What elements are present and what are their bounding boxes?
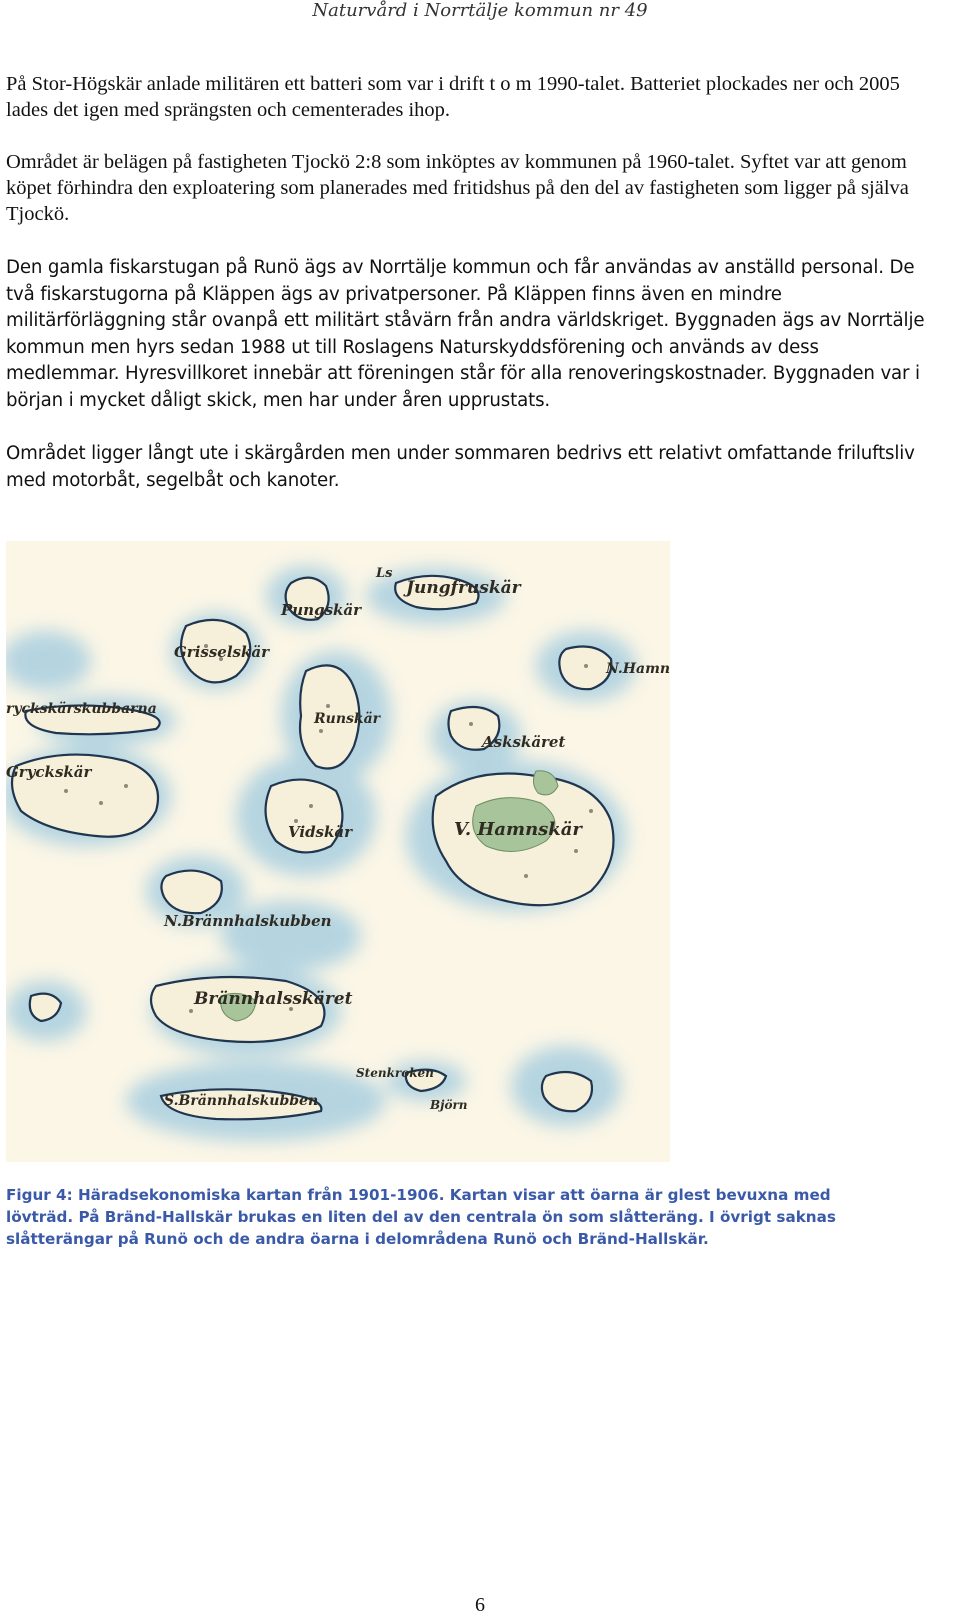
paragraph-fastighet: Området är belägen på fastigheten Tjockö 2:8 som inköptes av kommunen på 1960-talet. Syftet var att genom köpet förhindra den exploatering som planerades med fritidshus på den del av fastigheten som ligger på själva Tjockö.: [6, 151, 909, 225]
label-vidskar: Vidskär: [288, 823, 353, 841]
label-bjorn: Björn: [430, 1098, 468, 1112]
figure-caption: Figur 4: Häradsekonomiska kartan från 1901-1906. Kartan visar att öarna är glest bevuxna med lövträd. På Bränd-Hallskär brukas en liten del av den centrala ön som slåtteräng. I övrigt saknas slåtterängar på Runö och de andra öarna i delområdena Runö och Bränd-Hallskär.: [6, 1186, 836, 1248]
label-stenkroken: Stenkroken: [356, 1066, 434, 1080]
historical-map: [6, 541, 670, 1162]
paragraph-batteri: På Stor-Högskär anlade militären ett batteri som var i drift t o m 1990-talet. Batteriet plockades ner och 2005 lades det igen med sprängsten och cementerades ihop.: [6, 73, 900, 121]
label-grisselskar: Grisselskär: [174, 643, 270, 661]
paragraph-fiskarstugor: Den gamla fiskarstugan på Runö ägs av Norrtälje kommun och får användas av anställd personal. De två fiskarstugorna på Kläppen ägs av privatpersoner. På Kläppen finns även en mindre militärförläggning står ovanpå ett militärt ståvärn från andra världskriget. Byggnaden ägs av Norrtälje kommun men hyrs sedan 1988 ut till Roslagens Naturskyddsförening och används av dess medlemmar. Hyresvillkoret innebär att föreningen står för alla renoveringskostnader. Byggnaden var i början i mycket dåligt skick, men har under åren upprustats.: [6, 257, 925, 411]
island-vidskar: [266, 780, 343, 853]
paragraph-friluftsliv: Området ligger långt ute i skärgården men under sommaren bedrivs ett relativt omfattande friluftsliv med motorbåt, segelbåt och kanoter.: [6, 443, 915, 491]
label-askskaret: Askskäret: [482, 733, 566, 751]
label-nbranhalskubben: N.Brännhalskubben: [164, 912, 332, 930]
label-gryckskar: Gryckskär: [6, 763, 92, 781]
label-ryckskarskubbarna: ryckskärskubbarna: [6, 701, 157, 717]
label-vhamnskar: V. Hamnskär: [454, 819, 582, 840]
label-runskar: Runskär: [314, 711, 381, 727]
header-title: Naturvård i Norrtälje kommun nr 49: [312, 0, 648, 21]
map-svg: [6, 541, 670, 1162]
label-sbranhalskubben: S.Brännhalskubben: [164, 1093, 319, 1109]
label-pungskar: Pungskär: [281, 601, 362, 619]
label-jungfruskar: Jungfruskär: [406, 578, 521, 598]
label-ls: Ls: [376, 566, 393, 581]
label-branhalsskaret: Brännhalsskäret: [194, 989, 353, 1009]
label-nhamn: N.Hamn: [606, 661, 670, 677]
running-header: [0, 0, 960, 21]
page-number: 6: [475, 1594, 485, 1616]
